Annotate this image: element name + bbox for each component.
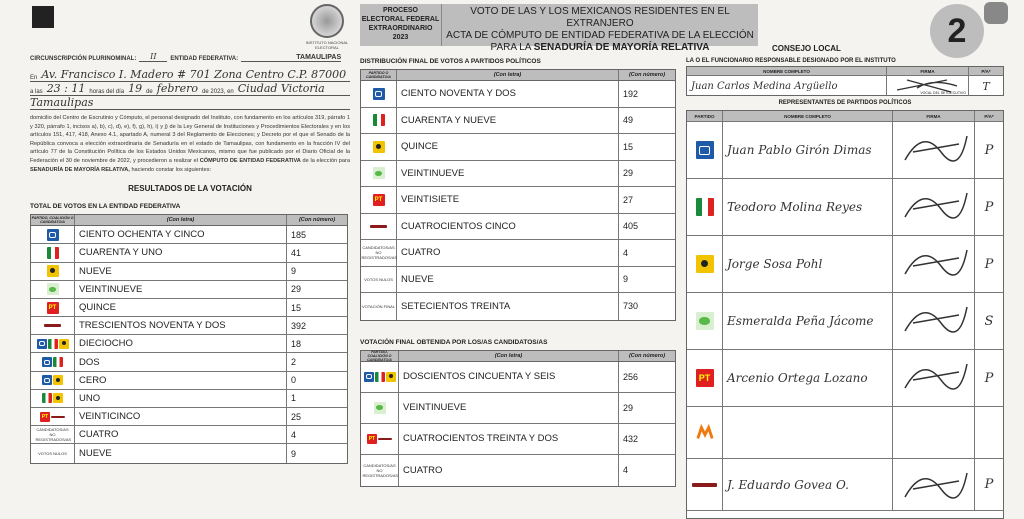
votes-in-numbers: 185 bbox=[291, 229, 307, 240]
funcionario-box bbox=[686, 66, 1004, 96]
pan-logo-icon bbox=[37, 339, 47, 349]
rep-party-cell bbox=[687, 350, 723, 406]
table-row bbox=[31, 444, 347, 462]
rep-pa: P bbox=[984, 142, 994, 158]
horas-label: horas del día bbox=[89, 89, 125, 95]
party-cell bbox=[361, 134, 397, 160]
head-party: PARTIDO O CANDIDATO/A bbox=[361, 70, 397, 80]
prd-logo-icon bbox=[386, 372, 396, 382]
party-cell bbox=[361, 424, 399, 454]
head-words: (Con letra) bbox=[399, 351, 619, 361]
rep-signature bbox=[893, 407, 975, 458]
pt-logo-icon: PT bbox=[368, 435, 376, 442]
pan-logo-icon bbox=[42, 375, 52, 385]
rep-head-name: NOMBRE COMPLETO bbox=[723, 111, 893, 121]
paragraph-bold-2: SENADURÍA DE MAYORÍA RELATIVA, bbox=[30, 166, 130, 173]
paragraph-end: haciendo constar los siguientes: bbox=[131, 166, 212, 173]
prd-logo-icon bbox=[53, 375, 63, 385]
entidad-label: ENTIDAD FEDERATIVA: bbox=[170, 56, 239, 62]
rep-name: Esmeralda Peña Jácome bbox=[723, 293, 893, 349]
signature-icon bbox=[893, 122, 975, 172]
pvem-logo-icon bbox=[47, 283, 59, 295]
pan-logo-icon bbox=[696, 141, 714, 159]
votes-in-words: CUATRO bbox=[397, 240, 619, 266]
table-row bbox=[31, 244, 347, 262]
votes-in-words: CERO bbox=[75, 372, 287, 389]
rep-signature bbox=[893, 459, 975, 510]
votes-in-numbers: 1 bbox=[291, 393, 297, 404]
party-cell bbox=[31, 353, 75, 370]
table-row bbox=[361, 187, 675, 214]
pri-logo-icon bbox=[696, 198, 714, 216]
head-sign: FIRMA bbox=[887, 67, 969, 75]
table-row bbox=[31, 335, 347, 353]
table-row bbox=[361, 81, 675, 108]
total-label: VOTACIÓN FINAL bbox=[361, 303, 396, 309]
table-row bbox=[361, 161, 675, 188]
votes-in-numbers: 0 bbox=[291, 375, 297, 386]
rep-head-sign: FIRMA bbox=[893, 111, 975, 121]
proceso-line: PROCESO bbox=[382, 7, 418, 14]
pvem-logo-icon bbox=[374, 402, 386, 414]
circ-label: CIRCUNSCRIPCIÓN PLURINOMINAL: bbox=[30, 56, 137, 62]
pt-logo-icon: PT bbox=[373, 194, 385, 206]
rep-pa: S bbox=[984, 313, 994, 329]
votes-in-words: DOSCIENTOS CINCUENTA Y SEIS bbox=[399, 362, 619, 392]
votes-in-numbers: 15 bbox=[291, 302, 302, 313]
votes-in-numbers: 18 bbox=[291, 338, 302, 349]
prd-logo-icon bbox=[47, 265, 59, 277]
head-party: PARTIDO, COALICIÓN O CANDIDATO/A bbox=[361, 351, 399, 361]
title-line-2: ACTA DE CÓMPUTO DE ENTIDAD FEDERATIVA DE LA ELECCIÓN bbox=[446, 30, 754, 41]
rep-row bbox=[687, 293, 1003, 350]
rep-signature bbox=[893, 236, 975, 292]
address-line bbox=[30, 68, 350, 82]
votes-in-words: CUATROCIENTOS TREINTA Y DOS bbox=[399, 424, 619, 454]
party-cell bbox=[361, 267, 397, 293]
signature-icon bbox=[893, 350, 975, 400]
party-cell bbox=[31, 408, 75, 425]
ine-seal bbox=[298, 4, 356, 48]
legal-paragraph bbox=[30, 114, 350, 174]
head-numbers: (Con número) bbox=[298, 217, 336, 224]
table-row bbox=[361, 134, 675, 161]
votes-in-numbers: 9 bbox=[291, 266, 297, 277]
nulos-label: VOTOS NULOS bbox=[38, 451, 67, 456]
rep-party-cell bbox=[687, 293, 723, 349]
head-party: PARTIDO, COALICIÓN O CANDIDATO/A bbox=[31, 216, 74, 225]
middle-column bbox=[360, 58, 676, 487]
rep-name: J. Eduardo Govea O. bbox=[723, 459, 893, 510]
votes-in-words: SETECIENTOS TREINTA bbox=[397, 293, 619, 320]
party-cell bbox=[31, 317, 75, 334]
votes-in-numbers: 29 bbox=[291, 284, 302, 295]
head-numbers: (Con número) bbox=[628, 72, 666, 78]
prd-logo-icon bbox=[59, 339, 69, 349]
votes-in-numbers: 4 bbox=[623, 465, 629, 475]
candidates-table bbox=[360, 350, 676, 487]
morena-logo-icon bbox=[370, 220, 387, 232]
state-value: Tamaulipas bbox=[30, 96, 94, 109]
party-cell bbox=[361, 187, 397, 213]
votes-in-words: CIENTO NOVENTA Y DOS bbox=[397, 81, 619, 107]
representatives-table bbox=[686, 110, 1004, 519]
prd-logo-icon bbox=[373, 141, 385, 153]
hour-value: 23 : 11 bbox=[46, 82, 86, 95]
head-name: NOMBRE COMPLETO bbox=[687, 67, 887, 75]
votes-in-numbers: 25 bbox=[291, 411, 302, 422]
party-cell bbox=[361, 240, 397, 266]
reps-title: REPRESENTANTES DE PARTIDOS POLÍTICOS bbox=[778, 100, 912, 106]
title-line-3-prefix: PARA LA bbox=[490, 42, 531, 53]
acta-title bbox=[442, 4, 758, 53]
table-row bbox=[361, 214, 675, 241]
votes-in-numbers: 405 bbox=[623, 221, 639, 232]
votes-in-words: VEINTISIETE bbox=[397, 187, 619, 213]
funcionario-row bbox=[687, 76, 1003, 96]
pri-logo-icon bbox=[373, 114, 385, 126]
table-row bbox=[31, 299, 347, 317]
pan-logo-icon bbox=[373, 88, 385, 100]
left-column bbox=[30, 50, 350, 464]
votes-in-numbers: 432 bbox=[623, 433, 639, 444]
votes-in-numbers: 392 bbox=[291, 320, 307, 331]
prd-logo-icon bbox=[696, 255, 714, 273]
table-row bbox=[361, 267, 675, 294]
title-line-1: VOTO DE LAS Y LOS MEXICANOS RESIDENTES EN EL EXTRANJERO bbox=[470, 6, 730, 29]
pri-logo-icon bbox=[48, 339, 58, 349]
table-row bbox=[361, 108, 675, 135]
votes-in-words: VEINTINUEVE bbox=[75, 281, 287, 298]
pri-logo-icon bbox=[47, 247, 59, 259]
party-cell bbox=[31, 226, 75, 243]
votes-in-words: CUARENTA Y UNO bbox=[75, 244, 287, 261]
pt-logo-icon: PT bbox=[696, 369, 714, 387]
table-row bbox=[31, 390, 347, 408]
funcionario-title: LA O EL FUNCIONARIO RESPONSABLE DESIGNADO POR EL INSTITUTO bbox=[686, 58, 896, 64]
header-box bbox=[360, 4, 758, 53]
signature-icon bbox=[893, 179, 975, 229]
party-cell bbox=[361, 108, 397, 134]
nr-label: CANDIDATOS/AS NO REGISTRADOS/AS bbox=[35, 427, 72, 443]
party-cell bbox=[31, 390, 75, 407]
head-numbers: (Con número) bbox=[628, 352, 666, 359]
party-cell bbox=[31, 299, 75, 316]
party-cell bbox=[361, 81, 397, 107]
results-title: RESULTADOS DE LA VOTACIÓN bbox=[128, 184, 252, 194]
day-value: 19 bbox=[128, 82, 143, 95]
table-row bbox=[361, 393, 675, 424]
table-header bbox=[361, 351, 675, 362]
party-cell bbox=[361, 455, 399, 486]
consejo-title: CONSEJO LOCAL bbox=[772, 44, 841, 53]
funcionario-name: Juan Carlos Medina Argüello bbox=[687, 76, 887, 96]
rep-row bbox=[687, 179, 1003, 236]
rep-row bbox=[687, 459, 1003, 511]
party-cell bbox=[31, 244, 75, 261]
rep-pa: P bbox=[984, 477, 994, 492]
votes-in-numbers: 29 bbox=[623, 402, 634, 413]
title-line-3 bbox=[442, 42, 758, 54]
party-cell bbox=[31, 372, 75, 389]
votes-in-words: VEINTINUEVE bbox=[397, 161, 619, 187]
year-label: de 2023, en bbox=[202, 89, 234, 95]
rep-pa: P bbox=[984, 370, 994, 386]
circ-value: II bbox=[139, 52, 167, 62]
votes-in-words: NUEVE bbox=[75, 263, 287, 280]
date-line bbox=[30, 82, 350, 96]
votes-in-numbers: 29 bbox=[623, 168, 634, 179]
pan-logo-icon bbox=[364, 372, 374, 382]
morena-logo-icon bbox=[378, 434, 392, 444]
table-row bbox=[361, 293, 675, 320]
signature-icon bbox=[893, 236, 975, 286]
paragraph-mid: de la elección para bbox=[302, 157, 350, 164]
signature-icon bbox=[893, 459, 975, 509]
rep-pa bbox=[975, 407, 1003, 458]
distribution-table bbox=[360, 69, 676, 321]
morena-logo-icon bbox=[44, 320, 61, 332]
rep-row bbox=[687, 236, 1003, 293]
total-table-title: TOTAL DE VOTOS EN LA ENTIDAD FEDERATIVA bbox=[30, 203, 181, 211]
votes-in-words: NUEVE bbox=[75, 444, 287, 462]
en-label: En bbox=[30, 75, 38, 81]
table-row bbox=[31, 317, 347, 335]
party-cell bbox=[361, 214, 397, 240]
head-pa: P/A* bbox=[981, 68, 991, 74]
rep-signature bbox=[893, 293, 975, 349]
rep-signature bbox=[893, 122, 975, 178]
funcionario-pa: T bbox=[982, 79, 990, 93]
rep-pa: P bbox=[984, 256, 994, 272]
acta-number: 2 bbox=[930, 4, 984, 58]
rep-party-cell bbox=[687, 407, 723, 458]
nr-label: CANDIDATOS/AS NO REGISTRADOS/AS bbox=[362, 462, 399, 478]
funcionario-role: VOCAL DEL SE EJECUTIVO bbox=[920, 91, 966, 95]
votes-in-numbers: 15 bbox=[623, 141, 634, 152]
table-row bbox=[31, 372, 347, 390]
table-row bbox=[361, 424, 675, 455]
rep-name: Arcenio Ortega Lozano bbox=[723, 350, 893, 406]
paragraph-bold-1: CÓMPUTO DE ENTIDAD FEDERATIVA bbox=[199, 157, 301, 164]
table-row bbox=[31, 408, 347, 426]
pvem-logo-icon bbox=[373, 167, 385, 179]
votes-in-numbers: 192 bbox=[623, 88, 639, 99]
party-cell bbox=[31, 426, 75, 443]
morena-logo-icon bbox=[51, 412, 65, 422]
pri-logo-icon bbox=[53, 357, 63, 367]
votes-in-numbers: 730 bbox=[623, 301, 639, 312]
votes-in-numbers: 9 bbox=[291, 448, 297, 459]
reps-header bbox=[687, 111, 1003, 122]
head-words: (Con letra) bbox=[397, 70, 619, 80]
dist-table-title: DISTRIBUCIÓN FINAL DE VOTOS A PARTIDOS POLÍTICOS bbox=[360, 58, 541, 65]
proceso-label bbox=[360, 4, 442, 46]
table-row bbox=[31, 426, 347, 444]
party-cell bbox=[31, 444, 75, 462]
address-value: Av. Francisco I. Madero # 701 Zona Centro C.P. 87000 bbox=[41, 68, 347, 81]
votes-in-words: QUINCE bbox=[397, 134, 619, 160]
party-cell bbox=[31, 263, 75, 280]
votes-in-words: NUEVE bbox=[397, 267, 619, 293]
a-las-label: a las bbox=[30, 89, 43, 95]
rep-name bbox=[723, 407, 893, 458]
pri-logo-icon bbox=[375, 372, 385, 382]
rep-party-cell bbox=[687, 236, 723, 292]
de-label: de bbox=[146, 89, 153, 95]
rep-name: Juan Pablo Girón Dimas bbox=[723, 122, 893, 178]
rep-row bbox=[687, 122, 1003, 179]
rep-party-cell bbox=[687, 459, 723, 510]
votes-in-words: VEINTICINCO bbox=[75, 408, 287, 425]
rep-name: Jorge Sosa Pohl bbox=[723, 236, 893, 292]
party-cell bbox=[361, 161, 397, 187]
table-header bbox=[361, 70, 675, 81]
funcionario-header bbox=[687, 67, 1003, 76]
votes-in-words: CUARENTA Y NUEVE bbox=[397, 108, 619, 134]
votes-in-numbers: 49 bbox=[623, 115, 634, 126]
rep-head-pa: P/A* bbox=[984, 113, 994, 119]
pvem-logo-icon bbox=[696, 312, 714, 330]
proceso-line: EXTRAORDINARIO bbox=[368, 25, 433, 32]
pan-logo-icon bbox=[47, 229, 59, 241]
party-cell bbox=[31, 335, 75, 352]
party-cell bbox=[361, 362, 399, 392]
rep-row bbox=[687, 350, 1003, 407]
seal-text: INSTITUTO NACIONAL ELECTORAL bbox=[305, 40, 349, 50]
table-header bbox=[31, 215, 347, 226]
votes-in-words: CUATRO bbox=[399, 455, 619, 486]
votes-in-words: CUATRO bbox=[75, 426, 287, 443]
city-value: Ciudad Victoria bbox=[237, 82, 325, 95]
total-votes-table bbox=[30, 214, 348, 463]
votes-in-numbers: 9 bbox=[623, 274, 629, 285]
seal-emblem-icon bbox=[310, 4, 344, 38]
votes-in-numbers: 256 bbox=[623, 371, 639, 382]
rep-pa: P bbox=[984, 199, 994, 215]
mc-logo-icon bbox=[696, 424, 714, 442]
rep-party-cell bbox=[687, 179, 723, 235]
nr-label: CANDIDATOS/AS NO REGISTRADOS/AS bbox=[361, 245, 398, 261]
table-row bbox=[31, 353, 347, 371]
votes-in-words: TRESCIENTOS NOVENTA Y DOS bbox=[75, 317, 287, 334]
votes-in-words: CUATROCIENTOS CINCO bbox=[397, 214, 619, 240]
table-row bbox=[31, 226, 347, 244]
funcionario-signature bbox=[887, 76, 969, 96]
votes-in-words: VEINTINUEVE bbox=[399, 393, 619, 423]
pt-logo-icon: PT bbox=[47, 302, 59, 314]
votes-in-numbers: 27 bbox=[623, 194, 634, 205]
party-cell bbox=[361, 293, 397, 320]
cand-table-title: VOTACIÓN FINAL OBTENIDA POR LOS/AS CANDIDATOS/AS bbox=[360, 338, 548, 346]
party-cell bbox=[361, 393, 399, 423]
proceso-line: 2023 bbox=[392, 34, 409, 41]
rep-name: Teodoro Molina Reyes bbox=[723, 179, 893, 235]
pan-logo-icon bbox=[42, 357, 52, 367]
votes-in-words: UNO bbox=[75, 390, 287, 407]
votes-in-numbers: 2 bbox=[291, 357, 297, 368]
paragraph-text: domicilio del Centro de Escrutinio y Cómputo, el personal designado del Instituto, con fundamento en los artículos 319, párrafo 1 y 320, párrafo 1, incisos a), b), c), d), e), f), g), h), i) y j) de la Ley General de Instituciones y Procedimientos Electorales y en los artículos 151, 417, 418, Anexo 4.1, apartado A, numeral 3 del Reglamento de Elecciones; y Decreto por el que el Senado de la República convoca a elección extraordinaria de Senaduría en el estado de Tamaulipas, con fundamento en la fracción IV del artículo 77 de la Constitución Política de los Estados Unidos Mexicanos, mismo que fue publicado por el Diario Oficial de la Federación el 30 de noviembre de 2022, y procedieron a realizar el bbox=[30, 115, 350, 164]
rep-party-cell bbox=[687, 122, 723, 178]
table-row bbox=[31, 263, 347, 281]
votes-in-numbers: 4 bbox=[623, 247, 629, 258]
entidad-value: TAMAULIPAS bbox=[241, 54, 341, 62]
circ-row bbox=[30, 50, 350, 62]
votes-in-numbers: 41 bbox=[291, 247, 302, 258]
rep-row bbox=[687, 407, 1003, 459]
votes-in-numbers: 4 bbox=[291, 429, 297, 440]
table-row bbox=[361, 240, 675, 267]
votes-in-words: CIENTO OCHENTA Y CINCO bbox=[75, 226, 287, 243]
table-row bbox=[361, 362, 675, 393]
corner-badge bbox=[984, 2, 1008, 24]
rep-signature bbox=[893, 350, 975, 406]
pri-logo-icon bbox=[42, 393, 52, 403]
rep-head-party: PARTIDO bbox=[687, 111, 723, 121]
title-line-3-bold: SENADURÍA DE MAYORÍA RELATIVA bbox=[533, 42, 710, 53]
table-row bbox=[31, 281, 347, 299]
black-square-marker bbox=[32, 6, 54, 28]
prd-logo-icon bbox=[53, 393, 63, 403]
votes-in-words: DIECIOCHO bbox=[75, 335, 287, 352]
votes-in-words: QUINCE bbox=[75, 299, 287, 316]
table-row bbox=[361, 455, 675, 486]
head-words: (Con letra) bbox=[75, 215, 287, 225]
party-cell bbox=[31, 281, 75, 298]
votes-in-words: DOS bbox=[75, 353, 287, 370]
nulos-label: VOTOS NULOS bbox=[364, 276, 393, 282]
month-value: febrero bbox=[156, 82, 199, 95]
rep-signature bbox=[893, 179, 975, 235]
pt-logo-icon: PT bbox=[41, 413, 49, 420]
signature-icon bbox=[893, 293, 975, 343]
morena-logo-icon bbox=[692, 476, 717, 494]
proceso-line: ELECTORAL FEDERAL bbox=[361, 16, 440, 23]
state-line bbox=[30, 96, 350, 110]
